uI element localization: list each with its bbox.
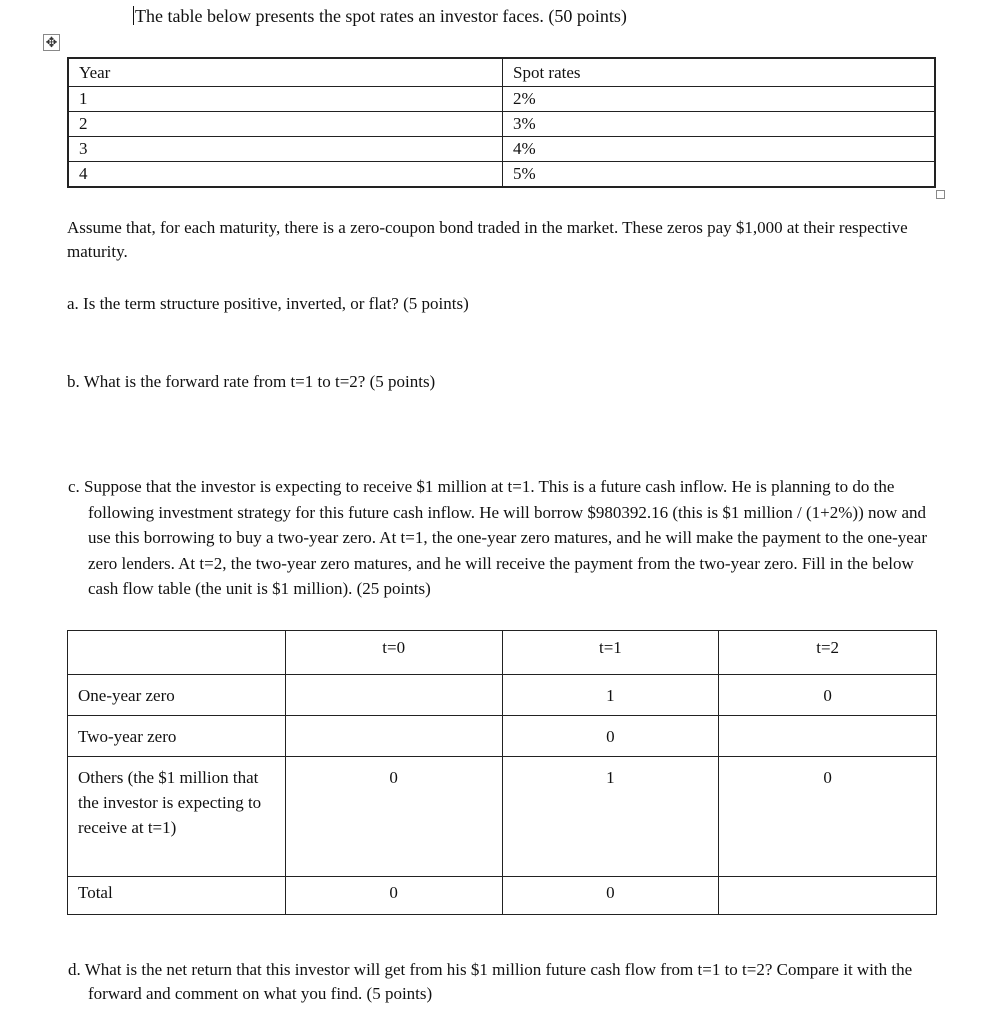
table-row (68, 877, 937, 915)
cell-one-year-zero-t2[interactable]: 0 (719, 675, 937, 716)
cell-two-year-zero-t2[interactable] (719, 716, 937, 757)
year-cell: 3 (68, 137, 503, 162)
assumption-paragraph: Assume that, for each maturity, there is a zero-coupon bond traded in the market. These zeros pay $1,000 at their respective maturity. (67, 218, 908, 261)
table-header-row (68, 58, 935, 87)
year-cell: 2 (68, 112, 503, 137)
header-t1: t=1 (502, 631, 719, 675)
cell-total-t1[interactable]: 0 (502, 877, 719, 915)
header-t2: t=2 (719, 631, 937, 675)
row-label-two-year-zero: Two-year zero (68, 716, 286, 757)
cell-others-t0[interactable]: 0 (285, 757, 502, 877)
question-d: d. What is the net return that this investor will get from his $1 million future cash flow from t=1 to t=2? Compare it with the forward and comment on what you find. (5 points) (68, 960, 913, 1003)
cell-two-year-zero-t0[interactable] (285, 716, 502, 757)
cell-two-year-zero-t1[interactable]: 0 (502, 716, 719, 757)
resize-handle-icon[interactable] (936, 190, 945, 199)
cash-flow-table (67, 630, 937, 915)
cell-one-year-zero-t0[interactable] (285, 675, 502, 716)
intro-line (133, 6, 627, 27)
year-cell: 4 (68, 162, 503, 188)
year-cell: 1 (68, 87, 503, 112)
header-t0: t=0 (285, 631, 502, 675)
table-row (68, 675, 937, 716)
rate-cell: 4% (503, 137, 936, 162)
intro-text: The table below presents the spot rates an investor faces. (50 points) (135, 6, 627, 26)
cell-total-t2[interactable] (719, 877, 937, 915)
row-label-others: Others (the $1 million that the investor is expecting to receive at t=1) (68, 757, 286, 877)
cell-others-t2[interactable]: 0 (719, 757, 937, 877)
rate-cell: 2% (503, 87, 936, 112)
row-label-total: Total (68, 877, 286, 915)
move-arrows-icon[interactable]: ✥ (43, 34, 60, 51)
header-spot-rates: Spot rates (503, 58, 936, 87)
row-label-one-year-zero: One-year zero (68, 675, 286, 716)
header-empty[interactable] (68, 631, 286, 675)
table-row (68, 162, 935, 188)
table-row (68, 112, 935, 137)
rate-cell: 3% (503, 112, 936, 137)
table-header-row (68, 631, 937, 675)
cell-one-year-zero-t1[interactable]: 1 (502, 675, 719, 716)
table-row (68, 87, 935, 112)
question-c: c. Suppose that the investor is expecting to receive $1 million at t=1. This is a future cash inflow. He is planning to do the following investment strategy for this future cash inflow. He will borrow $980392.16 (this is $1 million / (1+2%)) now and use this borrowing to buy a two-year zero. At t=1, the one-year zero matures, and he will make the payment to the one-year zero lenders. At t=2, the two-year zero matures, and he will receive the payment from the two-year zero. Fill in the below cash flow table (the unit is $1 million). (25 points) (68, 477, 928, 599)
rate-cell: 5% (503, 162, 936, 188)
question-a: a. Is the term structure positive, inverted, or flat? (5 points) (67, 294, 469, 313)
table-row (68, 757, 937, 877)
text-cursor (133, 6, 134, 25)
question-b: b. What is the forward rate from t=1 to t=2? (5 points) (67, 372, 436, 391)
spot-rates-table (67, 57, 936, 188)
cell-total-t0[interactable]: 0 (285, 877, 502, 915)
table-row (68, 716, 937, 757)
cell-others-t1[interactable]: 1 (502, 757, 719, 877)
table-row (68, 137, 935, 162)
header-year: Year (68, 58, 503, 87)
